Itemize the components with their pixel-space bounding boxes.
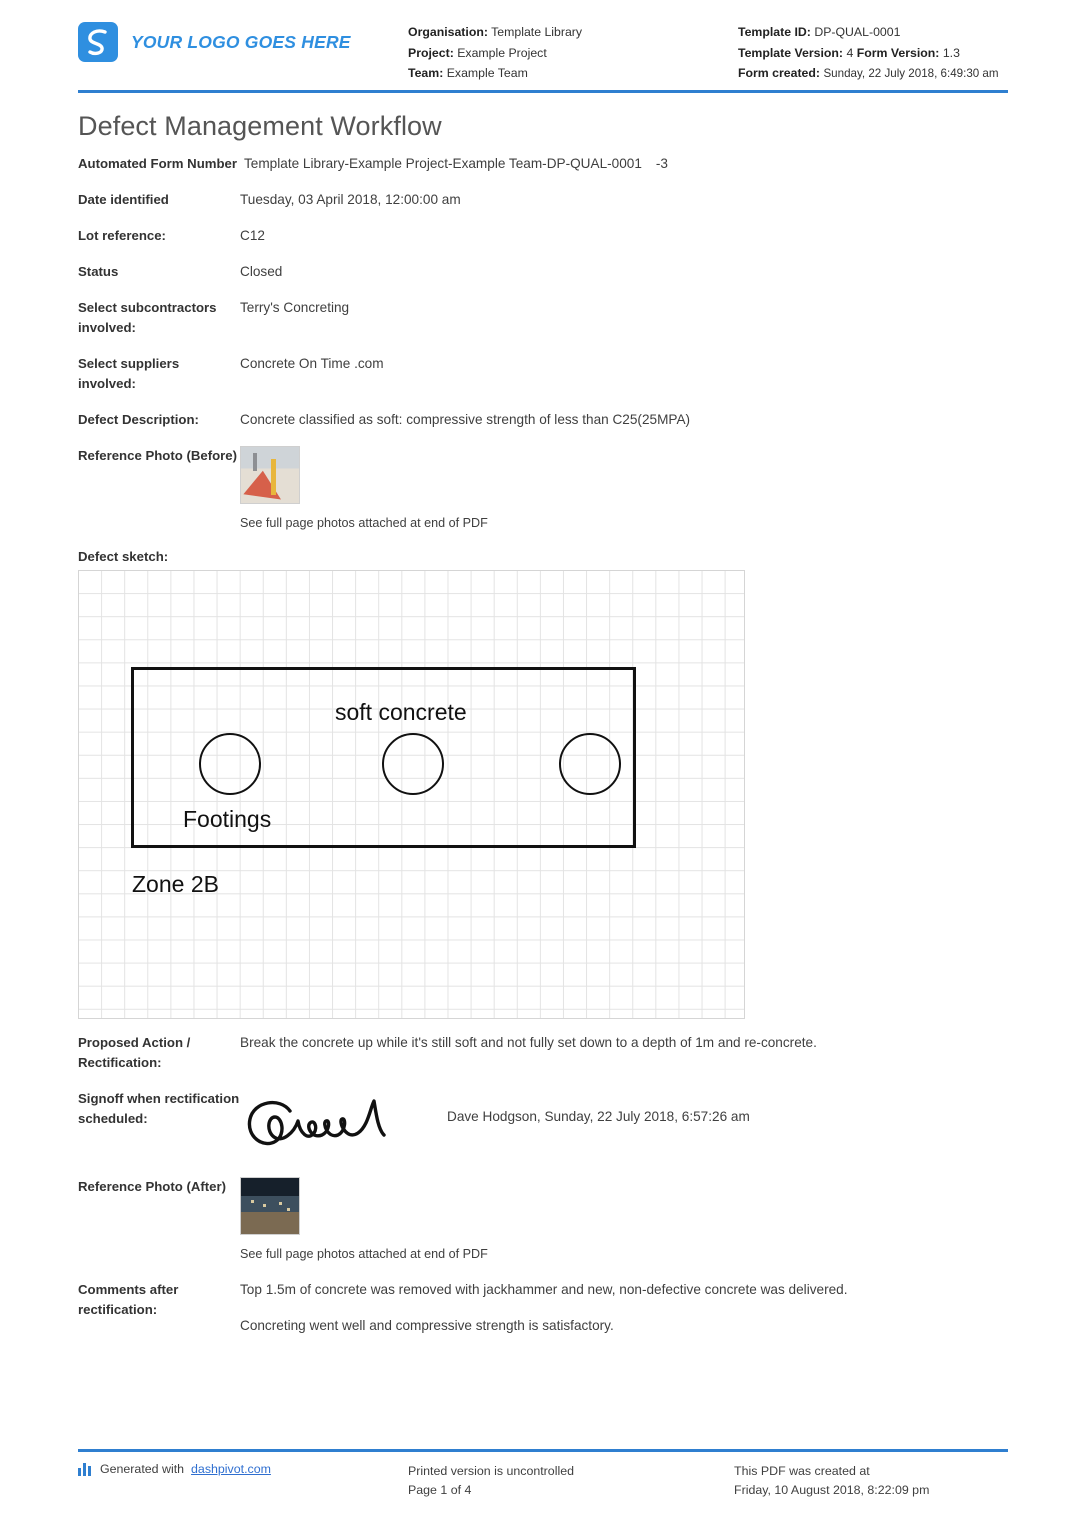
sketch-annotation-footings: Footings bbox=[183, 806, 272, 832]
meta-versions bbox=[738, 43, 1008, 64]
footer-generated-label: Generated with bbox=[100, 1462, 185, 1476]
defect-sketch-canvas[interactable] bbox=[78, 570, 745, 1019]
footer-created bbox=[734, 1462, 1008, 1500]
signoff-value: Dave Hodgson, Sunday, 22 July 2018, 6:57:26 am bbox=[447, 1109, 750, 1124]
meta-organisation bbox=[408, 22, 738, 43]
footer-created-value: Friday, 10 August 2018, 8:22:09 pm bbox=[734, 1483, 930, 1497]
field-value bbox=[240, 446, 1008, 533]
field-label: Comments after rectification: bbox=[78, 1282, 179, 1317]
meta-organisation-value: Template Library bbox=[491, 25, 583, 39]
field-value: C12 bbox=[240, 228, 265, 243]
field-subcontractors bbox=[78, 298, 1008, 338]
dashpivot-logo-icon bbox=[78, 1462, 93, 1476]
sketch-circle-1 bbox=[199, 733, 261, 795]
automated-form-number-suffix: -3 bbox=[655, 156, 668, 171]
sketch-circle-2 bbox=[382, 733, 444, 795]
field-label: Select subcontractors involved: bbox=[78, 300, 217, 335]
field-date-identified bbox=[78, 190, 1008, 210]
meta-organisation-label: Organisation: bbox=[408, 25, 488, 39]
comment-line-1: Top 1.5m of concrete was removed with jackhammer and new, non-defective concrete was delivered. bbox=[240, 1282, 848, 1297]
sketch-annotation-zone: Zone 2B bbox=[132, 871, 219, 897]
field-signoff bbox=[78, 1089, 1008, 1161]
header-meta-right bbox=[738, 22, 1008, 85]
field-label: Defect Description: bbox=[78, 412, 199, 427]
field-value: Concrete classified as soft: compressive strength of less than C25(25MPA) bbox=[240, 412, 691, 427]
field-value bbox=[240, 1089, 1008, 1161]
field-value bbox=[240, 154, 1008, 174]
field-value: Terry's Concreting bbox=[240, 300, 350, 315]
defect-sketch-label: Defect sketch: bbox=[78, 549, 169, 564]
field-label: Automated Form Number bbox=[78, 156, 237, 171]
meta-template-id-value: DP-QUAL-0001 bbox=[814, 25, 901, 39]
sketch-annotation-soft-concrete: soft concrete bbox=[335, 699, 467, 725]
footer-print-status bbox=[408, 1462, 734, 1500]
field-value: Break the concrete up while it's still soft and not fully set down to a depth of 1m and re-concrete. bbox=[240, 1035, 817, 1050]
meta-template-version-value: 4 bbox=[846, 45, 854, 60]
header-divider bbox=[78, 90, 1008, 93]
meta-form-version-value: 1.3 bbox=[942, 45, 960, 60]
meta-form-created bbox=[738, 63, 1008, 85]
document-footer bbox=[78, 1462, 1008, 1500]
meta-form-version-label: Form Version: bbox=[856, 45, 940, 60]
logo-block bbox=[78, 22, 408, 62]
meta-project-value: Example Project bbox=[457, 45, 547, 60]
reference-photo-after-thumbnail[interactable] bbox=[240, 1177, 300, 1235]
company-logo-icon bbox=[78, 22, 118, 62]
field-value bbox=[240, 1177, 1008, 1264]
footer-divider bbox=[78, 1449, 1008, 1452]
field-automated-form-number bbox=[78, 154, 1008, 174]
footer-generated bbox=[78, 1462, 408, 1500]
field-comments-after-rectification bbox=[78, 1280, 1008, 1336]
field-value bbox=[240, 1280, 1008, 1336]
photo-caption: See full page photos attached at end of PDF bbox=[240, 516, 488, 530]
field-value: Concrete On Time .com bbox=[240, 356, 384, 371]
meta-template-id bbox=[738, 22, 1008, 43]
header-meta-left bbox=[408, 22, 738, 84]
field-label: Signoff when rectification scheduled: bbox=[78, 1091, 240, 1126]
meta-team-value: Example Team bbox=[446, 66, 528, 80]
meta-team-label: Team: bbox=[408, 66, 444, 80]
sketch-circle-3 bbox=[559, 733, 621, 795]
field-label: Lot reference: bbox=[78, 228, 166, 243]
field-label: Reference Photo (After) bbox=[78, 1179, 227, 1194]
meta-form-created-value: Sunday, 22 July 2018, 6:49:30 am bbox=[823, 67, 999, 80]
document-header bbox=[78, 0, 1008, 84]
meta-project bbox=[408, 43, 738, 64]
comment-line-2: Concreting went well and compressive strength is satisfactory. bbox=[240, 1318, 614, 1333]
logo-text: YOUR LOGO GOES HERE bbox=[131, 31, 351, 52]
field-label: Select suppliers involved: bbox=[78, 356, 180, 391]
reference-photo-before-thumbnail[interactable] bbox=[240, 446, 300, 504]
signature-image bbox=[242, 1089, 397, 1161]
field-label: Proposed Action / Rectification: bbox=[78, 1035, 191, 1070]
photo-caption: See full page photos attached at end of PDF bbox=[240, 1247, 488, 1261]
field-status bbox=[78, 262, 1008, 282]
dashpivot-link[interactable]: dashpivot.com bbox=[191, 1462, 271, 1476]
page-title: Defect Management Workflow bbox=[78, 111, 442, 141]
field-label: Status bbox=[78, 264, 119, 279]
field-reference-photo-before bbox=[78, 446, 1008, 533]
status-value: Closed bbox=[240, 264, 283, 279]
automated-form-number-value: Template Library-Example Project-Example Team-DP-QUAL-0001 bbox=[244, 156, 642, 171]
meta-template-id-label: Template ID: bbox=[738, 25, 811, 39]
field-defect-description bbox=[78, 410, 1008, 430]
meta-team bbox=[408, 63, 738, 84]
field-suppliers bbox=[78, 354, 1008, 394]
field-label: Reference Photo (Before) bbox=[78, 448, 238, 463]
field-label: Date identified bbox=[78, 192, 169, 207]
field-value: Tuesday, 03 April 2018, 12:00:00 am bbox=[240, 192, 461, 207]
meta-form-created-label: Form created: bbox=[738, 66, 821, 80]
footer-page-number: Page 1 of 4 bbox=[408, 1483, 472, 1497]
field-lot-reference bbox=[78, 226, 1008, 246]
field-proposed-action bbox=[78, 1033, 1008, 1073]
footer-uncontrolled-text: Printed version is uncontrolled bbox=[408, 1464, 574, 1478]
meta-project-label: Project: bbox=[408, 45, 454, 60]
meta-template-version-label: Template Version: bbox=[738, 45, 844, 60]
footer-created-label: This PDF was created at bbox=[734, 1464, 870, 1478]
field-reference-photo-after bbox=[78, 1177, 1008, 1264]
